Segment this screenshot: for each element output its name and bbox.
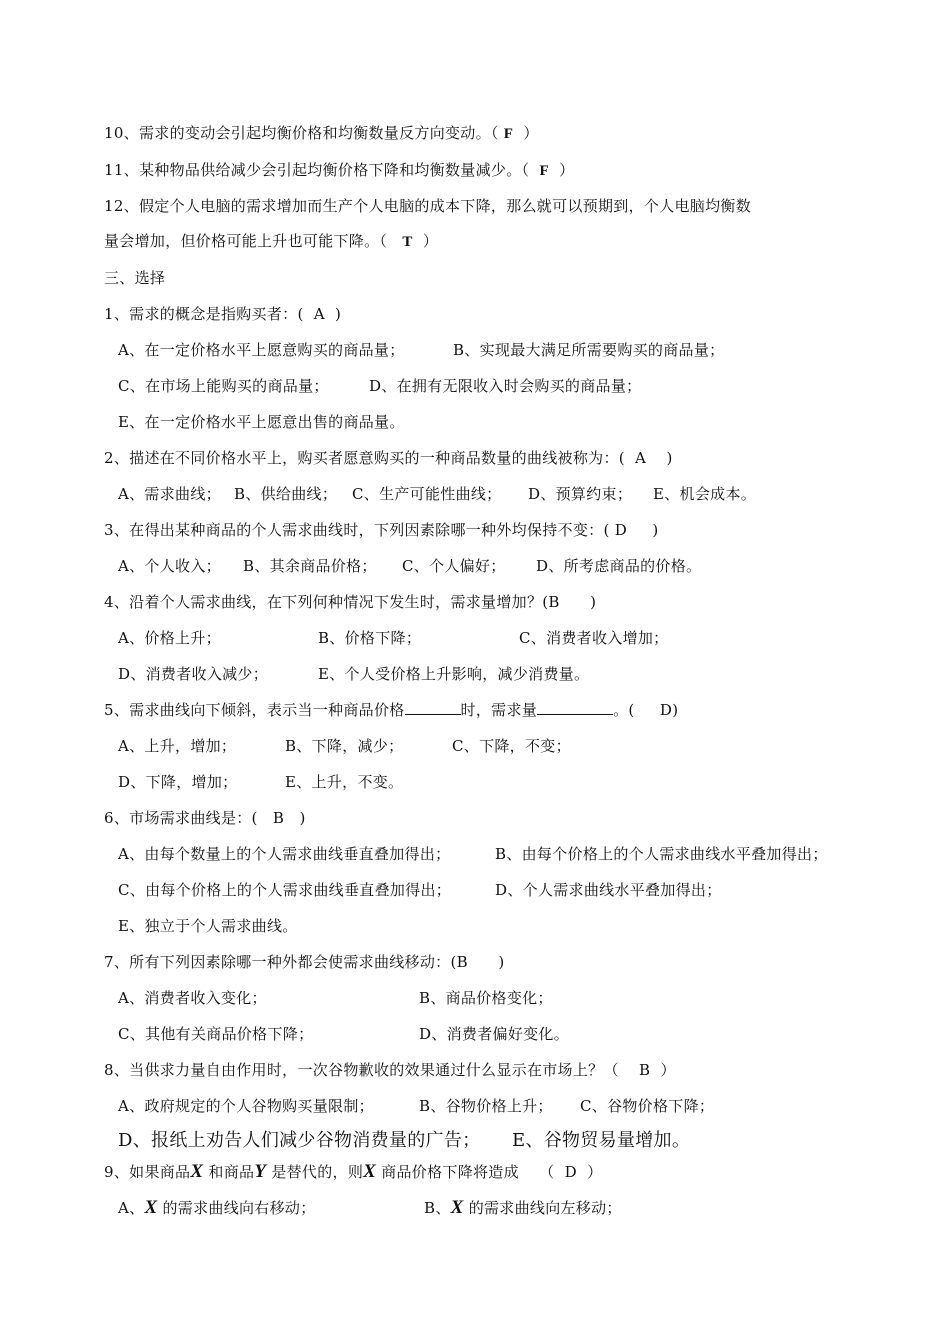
question-5-option-b: B、下降，减少； bbox=[285, 737, 404, 755]
text-segment: 1、需求的概念是指购买者：( bbox=[104, 305, 304, 323]
question-2-option-a: A、需求曲线； bbox=[118, 485, 221, 503]
question-2-option-b: B、供给曲线； bbox=[234, 485, 338, 503]
answer-mark: A bbox=[635, 449, 647, 467]
text-segment: A、 bbox=[118, 1199, 145, 1217]
text-segment: ) bbox=[335, 305, 342, 323]
text-segment: 3、在得出某种商品的个人需求曲线时，下列因素除哪一种外均保持不变：( bbox=[104, 521, 610, 539]
question-8-option-d: D、报纸上劝告人们减少谷物消费量的广告； bbox=[118, 1130, 481, 1151]
text-segment: 的需求曲线向左移动； bbox=[468, 1199, 622, 1217]
answer-mark: D bbox=[659, 701, 673, 719]
question-8-option-b: B、谷物价格上升； bbox=[419, 1097, 553, 1115]
question-1-option-d: D、在拥有无限收入时会购买的商品量； bbox=[369, 377, 642, 395]
text-segment: ) bbox=[652, 521, 659, 539]
question-4-stem bbox=[104, 592, 596, 612]
question-1-option-c: C、在市场上能购买的商品量； bbox=[118, 377, 329, 395]
judgment-item-12-line1 bbox=[104, 196, 751, 216]
fill-blank-1 bbox=[405, 700, 461, 715]
answer-mark: D bbox=[614, 521, 628, 539]
question-4-option-d: D、消费者收入减少； bbox=[118, 665, 269, 683]
question-8-option-a: A、政府规定的个人谷物购买量限制； bbox=[118, 1097, 374, 1115]
question-7-option-a: A、消费者收入变化； bbox=[118, 989, 267, 1007]
question-5-option-e: E、上升，不变。 bbox=[285, 773, 404, 791]
answer-mark: T bbox=[402, 234, 413, 250]
question-5-stem bbox=[104, 700, 678, 720]
answer-mark: F bbox=[539, 163, 549, 179]
question-5-option-a: A、上升，增加； bbox=[118, 737, 237, 755]
question-3-option-c: C、个人偏好； bbox=[402, 557, 506, 575]
text-segment: ） bbox=[587, 1163, 603, 1181]
question-7-option-b: B、商品价格变化； bbox=[419, 989, 553, 1007]
variable-y: Y bbox=[254, 1161, 267, 1182]
text-segment: 7、所有下列因素除哪一种外都会使需求曲线移动：( bbox=[104, 953, 457, 971]
text-segment: 4、沿着个人需求曲线，在下列何种情况下发生时，需求量增加？( bbox=[104, 593, 549, 611]
question-9-stem bbox=[104, 1162, 602, 1182]
section-title: 三、选择 bbox=[104, 269, 166, 287]
question-9-option-a bbox=[118, 1198, 316, 1218]
text-segment: ) bbox=[498, 953, 505, 971]
text-segment: 和商品 bbox=[208, 1163, 255, 1181]
text-segment: B、 bbox=[424, 1199, 451, 1217]
question-2-option-c: C、生产可能性曲线； bbox=[352, 485, 502, 503]
paren-close: ） bbox=[559, 161, 575, 179]
text-segment: ） bbox=[660, 1061, 676, 1079]
question-6-option-b: B、由每个价格上的个人需求曲线水平叠加得出； bbox=[495, 845, 828, 863]
text-segment: 5、需求曲线向下倾斜，表示当一种商品价格 bbox=[104, 701, 405, 719]
question-7-option-c: C、其他有关商品价格下降； bbox=[118, 1025, 314, 1043]
answer-mark: B bbox=[456, 953, 468, 971]
answer-mark: F bbox=[503, 126, 514, 142]
question-4-option-e: E、个人受价格上升影响，减少消费量。 bbox=[318, 665, 590, 683]
item-number: 11、 bbox=[104, 161, 139, 179]
judgment-item-11 bbox=[104, 160, 574, 181]
text-segment: （ bbox=[539, 1163, 555, 1181]
text-segment: 是替代的，则 bbox=[271, 1163, 364, 1181]
item-text: 假定个人电脑的需求增加而生产个人电脑的成本下降，那么就可以预期到，个人电脑均衡数 bbox=[139, 197, 752, 215]
question-4-option-b: B、价格下降； bbox=[318, 629, 422, 647]
question-2-option-e: E、机会成本。 bbox=[653, 485, 757, 503]
judgment-item-10 bbox=[104, 123, 539, 144]
paren-close: ） bbox=[422, 232, 439, 250]
question-6-option-d: D、个人需求曲线水平叠加得出； bbox=[495, 881, 722, 899]
question-3-option-a: A、个人收入； bbox=[118, 557, 221, 575]
answer-mark: A bbox=[313, 305, 325, 323]
question-2-stem bbox=[104, 448, 673, 468]
question-4-option-a: A、价格上升； bbox=[118, 629, 221, 647]
text-segment: 商品价格下降将造成 bbox=[381, 1163, 519, 1181]
text-segment: 。( bbox=[613, 701, 635, 719]
answer-mark: B bbox=[548, 593, 560, 611]
text-segment: ) bbox=[666, 449, 673, 467]
item-number: 12、 bbox=[104, 197, 139, 215]
question-8-option-c: C、谷物价格下降； bbox=[580, 1097, 715, 1115]
question-8-stem bbox=[104, 1060, 676, 1080]
question-4-option-c: C、消费者收入增加； bbox=[519, 629, 669, 647]
text-segment: 2、描述在不同价格水平上，购买者愿意购买的一种商品数量的曲线被称为：( bbox=[104, 449, 625, 467]
text-segment: ) bbox=[299, 809, 306, 827]
question-5-option-d: D、下降，增加； bbox=[118, 773, 238, 791]
question-7-stem bbox=[104, 952, 505, 972]
answer-mark: D bbox=[564, 1163, 577, 1181]
text-segment: ) bbox=[672, 701, 679, 719]
question-6-stem bbox=[104, 808, 306, 828]
text-segment: 的需求曲线向右移动； bbox=[162, 1199, 316, 1217]
question-3-option-d: D、所考虑商品的价格。 bbox=[536, 557, 702, 575]
text-segment: ) bbox=[590, 593, 597, 611]
question-5-option-c: C、下降，不变； bbox=[452, 737, 571, 755]
text-segment: 6、市场需求曲线是：( bbox=[104, 809, 258, 827]
item-text: 某种物品供给减少会引起均衡价格下降和均衡数量减少。（ bbox=[139, 161, 530, 179]
question-1-option-a: A、在一定价格水平上愿意购买的商品量； bbox=[118, 341, 405, 359]
question-2-option-d: D、预算约束； bbox=[528, 485, 633, 503]
question-1-option-e: E、在一定价格水平上愿意出售的商品量。 bbox=[118, 413, 405, 431]
question-1-stem bbox=[104, 304, 341, 324]
question-8-option-e: E、谷物贸易量增加。 bbox=[512, 1130, 691, 1151]
question-3-option-b: B、其余商品价格； bbox=[243, 557, 377, 575]
variable-x: X bbox=[450, 1197, 464, 1218]
question-6-option-c: C、由每个价格上的个人需求曲线垂直叠加得出； bbox=[118, 881, 452, 899]
item-text: 需求的变动会引起均衡价格和均衡数量反方向变动。（ bbox=[139, 124, 499, 142]
question-6-option-a: A、由每个数量上的个人需求曲线垂直叠加得出； bbox=[118, 845, 451, 863]
text-segment: 8、当供求力量自由作用时，一次谷物歉收的效果通过什么显示在市场上？（ bbox=[104, 1061, 619, 1079]
fill-blank-2 bbox=[537, 700, 613, 715]
text-segment: 时，需求量 bbox=[460, 701, 538, 719]
variable-x: X bbox=[144, 1197, 158, 1218]
question-9-option-b bbox=[424, 1198, 622, 1218]
answer-mark: B bbox=[272, 809, 285, 827]
text-segment: 9、如果商品 bbox=[104, 1163, 191, 1181]
variable-x: X bbox=[363, 1161, 377, 1182]
variable-x: X bbox=[190, 1161, 204, 1182]
item-number: 10、 bbox=[104, 124, 139, 142]
item-text-continued: 量会增加，但价格可能上升也可能下降。（ bbox=[104, 232, 388, 250]
paren-close: ） bbox=[523, 124, 539, 142]
question-7-option-d: D、消费者偏好变化。 bbox=[419, 1025, 570, 1043]
question-6-option-e: E、独立于个人需求曲线。 bbox=[118, 917, 298, 935]
question-1-option-b: B、实现最大满足所需要购买的商品量； bbox=[453, 341, 725, 359]
question-3-stem bbox=[104, 520, 659, 540]
judgment-item-12-line2 bbox=[104, 231, 438, 252]
answer-mark: B bbox=[639, 1061, 651, 1079]
